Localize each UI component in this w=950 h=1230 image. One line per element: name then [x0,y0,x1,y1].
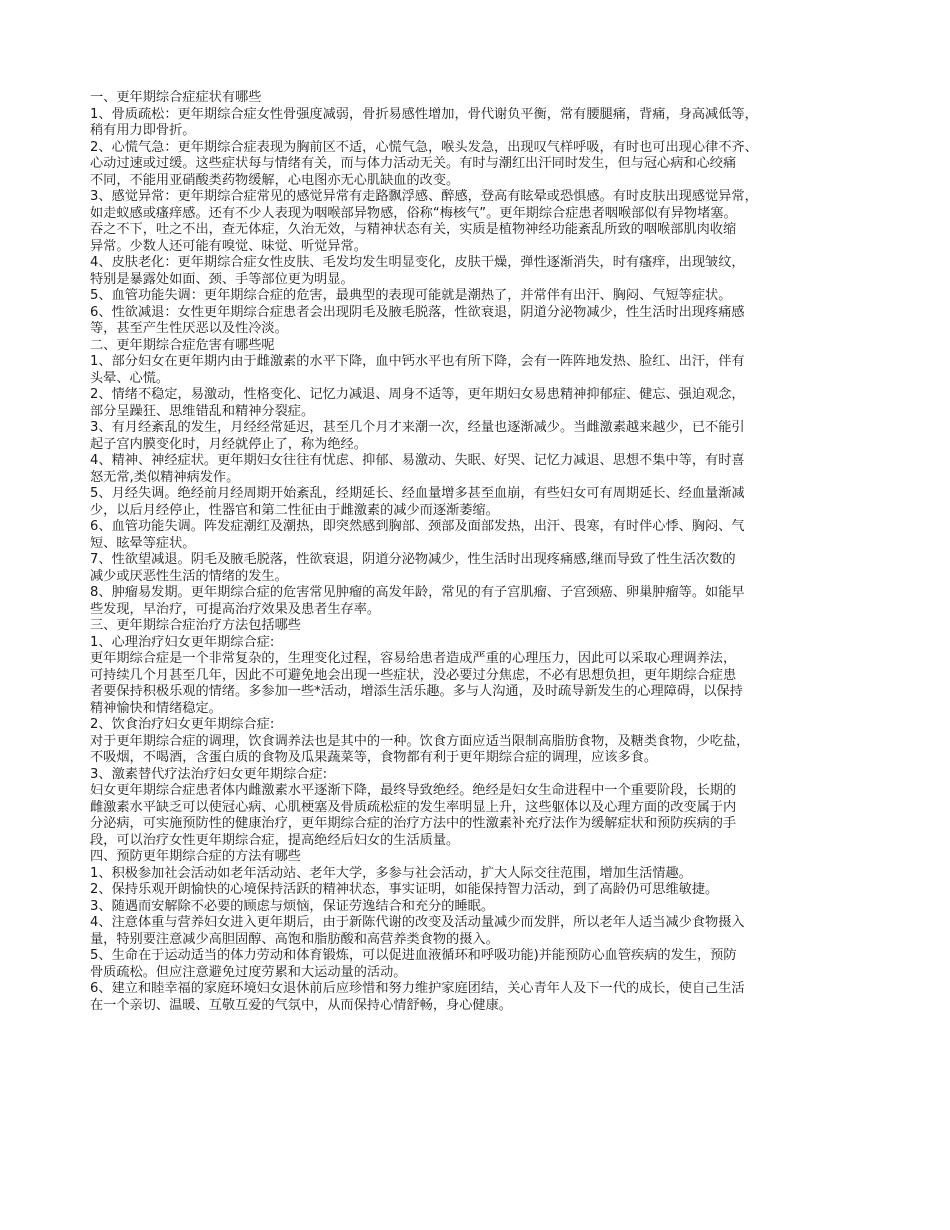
text-line: 在一个亲切、温暖、互敬互爱的气氛中，从而保持心情舒畅，身心健康。 [90,997,512,1013]
text-line: 4、精神、神经症状。更年期妇女往往有忧虑、抑郁、易激动、失眠、好哭、记忆力减退、思想不集中等，有时喜 [90,453,745,468]
text-line: 妇女更年期综合症患者体内雌激素水平逐渐下降，最终导致绝经。绝经是妇女生命进程中一个重要阶段，长期的 [90,783,737,798]
text-line: 4、皮肤老化：更年期综合症女性皮肤、毛发均发生明显变化，皮肤干燥，弹性逐渐消失，时有瘙痒，出现皱纹， [90,255,745,270]
text-line: 3、感觉异常：更年期综合症常见的感觉异常有走路飘浮感、醉感，登高有眩晕或恐惧感。有时皮肤出现感觉异常， [90,189,758,204]
text-line: 3、随遇而安解除不必要的顾虑与烦恼，保证劳逸结合和充分的睡眠。 [90,898,495,914]
text-line: 不同，不能用亚硝酸类药物缓解，心电图亦无心肌缺血的改变。 [90,172,460,188]
text-line: 1、心理治疗妇女更年期综合症: [90,634,275,650]
text-line: 二、更年期综合症危害有哪些呢 [90,337,275,353]
text-line: 2、饮食治疗妇女更年期综合症: [90,717,275,732]
text-line: 2、情绪不稳定，易激动，性格变化、记忆力减退、周身不适等，更年期妇女易患精神抑郁症、健忘、强迫观念， [90,387,745,402]
text-line: 特别是暴露处如面、颈、手等部位更为明显。 [90,271,354,287]
text-line: 2、心慌气急：更年期综合症表现为胸前区不适，心慌气急，喉头发急，出现叹气样呼吸，有时也可出现心律不齐、 [90,139,758,155]
text-line: 7、性欲望减退。阴毛及腋毛脱落，性欲衰退，阴道分泌物减少，性生活时出现疼痛感,继而导致了性生活次数的 [90,552,736,567]
text-line: 等，甚至产生性厌恶以及性冷淡。 [90,321,288,336]
text-line: 减少或厌恶性生活的情绪的发生。 [90,568,288,584]
text-line: 头晕、心慌。 [90,370,170,386]
text-line: 起子宫内膜变化时，月经就停止了，称为绝经。 [90,436,367,452]
text-line: 骨质疏松。但应注意避免过度劳累和大运动量的活动。 [90,964,407,980]
text-line: 更年期综合症是一个非常复杂的，生理变化过程，容易给患者造成严重的心理压力，因此可以采取心理调养法， [90,651,737,666]
text-line: 精神愉快和情绪稳定。 [90,700,222,716]
text-line: 四、预防更年期综合症的方法有哪些 [90,849,301,864]
text-line: 些发现，早治疗，可提高治疗效果及患者生存率。 [90,601,381,617]
text-line: 雌激素水平缺乏可以使冠心病、心肌梗塞及骨质疏松症的发生率明显上升，这些躯体以及心理方面的改变属于内 [90,799,737,815]
text-line: 如走蚁感或瘙痒感。还有不少人表现为咽喉部异物感，俗称“梅核气”。更年期综合症患者咽喉部似有异物堵塞。 [90,205,737,221]
text-line: 稍有用力即骨折。 [90,123,196,138]
text-line: 1、积极参加社会活动如老年活动站、老年大学，多参与社会活动，扩大人际交往范围，增加生活情趣。 [90,865,692,881]
text-line: 2、保持乐观开朗愉快的心境保持活跃的精神状态，事实证明，如能保持智力活动，到了高龄仍可思维敏捷。 [90,882,719,897]
text-line: 心动过速或过缓。这些症状每与情绪有关，而与体力活动无关。有时与潮红出汗同时发生，但与冠心病和心绞痛 [90,156,737,171]
text-line: 不吸烟，不喝酒，含蛋白质的食物及瓜果蔬菜等，食物都有利于更年期综合症的调理，应该多食。 [90,750,658,765]
text-line: 可持续几个月甚至几年，因此不可避免地会出现一些症状，没必要过分焦虑，不必有思想负担，更年期综合症患 [90,667,737,683]
text-line: 三、更年期综合症治疗方法包括哪些 [90,618,301,633]
text-line: 4、注意体重与营养妇女进入更年期后，由于新陈代谢的改变及活动量减少而发胖，所以老年人适当减少食物摄入 [90,915,745,930]
text-line: 1、骨质疏松：更年期综合症女性骨强度减弱，骨折易感性增加，骨代谢负平衡，常有腰腿痛，背痛，身高减低等， [90,106,758,122]
text-line: 少，以后月经停止，性器官和第二性征由于雌激素的减少而逐渐萎缩。 [90,502,499,518]
text-line: 3、有月经紊乱的发生，月经经常延迟，甚至几个月才来潮一次，经量也逐渐减少。当雌激素越来越少，已不能引 [90,420,745,435]
text-line: 6、性欲减退：女性更年期综合症患者会出现阴毛及腋毛脱落，性欲衰退，阴道分泌物减少，性生活时出现疼痛感 [90,304,745,320]
document-body [90,90,890,1014]
text-line: 5、月经失调。绝经前月经周期开始紊乱，经期延长、经血量增多甚至血崩，有些妇女可有周期延长、经血量渐减 [90,486,745,501]
text-line: 吞之不下，吐之不出，查无体症，久治无效，与精神状态有关，实质是植物神经功能紊乱所致的咽喉部肌肉收缩 [90,222,737,237]
text-line: 怒无常,类似精神病发作。 [90,469,240,485]
text-line: 量，特别要注意减少高胆固醇、高饱和脂肪酸和高营养类食物的摄入。 [90,931,499,947]
text-line: 异常。少数人还可能有嗅觉、味觉、听觉异常。 [90,238,367,254]
text-line: 8、肿瘤易发期。更年期综合症的危害常见肿瘤的高发年龄，常见的有子宫肌瘤、子宫颈癌、卵巢肿瘤等。如能早 [90,585,745,600]
text-line: 者要保持积极乐观的情绪。多参加一些*活动，增添生活乐趣。多与人沟通，及时疏导新发生的心理障碍，以保持 [90,684,743,699]
text-line: 分泌病，可实施预防性的健康治疗，更年期综合症的治疗方法中的性激素补充疗法作为缓解症状和预防疾病的手 [90,816,737,831]
text-line: 部分呈躁狂、思维错乱和精神分裂症。 [90,403,315,419]
text-line: 1、部分妇女在更年期内由于雌激素的水平下降，血中钙水平也有所下降，会有一阵阵地发热、脸红、出汗，伴有 [90,354,745,369]
text-line: 6、血管功能失调。阵发症潮红及潮热，即突然感到胸部、颈部及面部发热，出汗、畏寒，有时伴心悸、胸闷、气 [90,519,745,534]
text-line: 3、激素替代疗法治疗妇女更年期综合症: [90,766,328,782]
text-line: 6、建立和睦幸福的家庭环境妇女退休前后应珍惜和努力维护家庭团结，关心青年人及下一代的成长，使自己生活 [90,981,745,996]
text-line: 5、血管功能失调：更年期综合症的危害，最典型的表现可能就是潮热了，并常伴有出汗、胸闷、气短等症状。 [90,288,732,303]
text-line: 段，可以治疗女性更年期综合症，提高绝经后妇女的生活质量。 [90,832,460,848]
text-line: 对于更年期综合症的调理，饮食调养法也是其中的一种。饮食方面应适当限制高脂肪食物，及糖类食物，少吃盐， [90,733,750,749]
text-line: 5、生命在于运动适当的体力劳动和体育锻炼，可以促进血液循环和呼吸功能)并能预防心血管疾病的发生，预防 [90,948,737,963]
text-line: 一、更年期综合症症状有哪些 [90,90,262,105]
text-line: 短、眩晕等症状。 [90,535,196,551]
